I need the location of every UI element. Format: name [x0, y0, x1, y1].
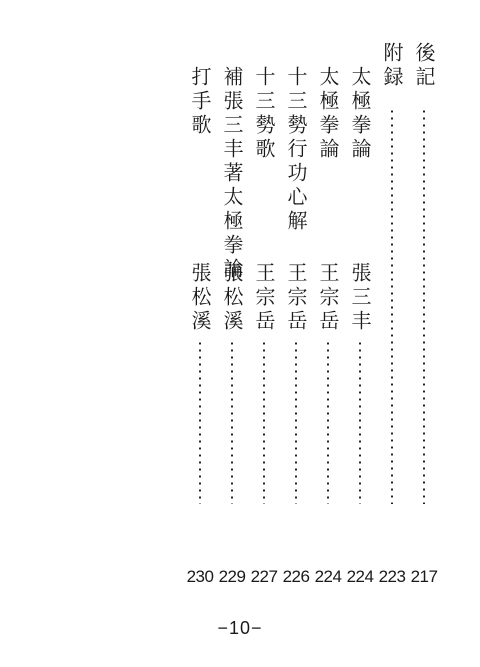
toc-entry-pushing-hands-song [184, 0, 216, 600]
toc-entry-author: 王宗岳 [252, 262, 276, 334]
toc-entry-page: 227 [250, 567, 278, 586]
toc-entry-page: 229 [218, 567, 246, 586]
leader-dots [231, 340, 233, 504]
toc-entry-title: 太極拳論 [348, 66, 372, 162]
leader-dots [263, 340, 265, 504]
toc-entry-page: 230 [186, 567, 214, 586]
toc-entry-supplement-treatise [216, 0, 248, 600]
page-number: −10− [217, 618, 263, 638]
toc-entry-page: 224 [314, 567, 342, 586]
leader-dots [295, 340, 297, 504]
leader-dots [391, 108, 393, 504]
toc-entry-title: 太極拳論 [316, 66, 340, 162]
toc-entry-page: 224 [346, 567, 374, 586]
toc-entry-title: 補張三丰著太極拳論 [220, 66, 244, 282]
toc-entry-title: 打手歌 [188, 66, 212, 138]
leader-dots [423, 108, 425, 504]
leader-dots [359, 340, 361, 504]
toc-entry-wang-zongyue-treatise [312, 0, 344, 600]
toc-entry-author: 王宗岳 [284, 262, 308, 334]
toc-entry-title: 十三勢歌 [252, 66, 276, 162]
toc-entry-page: 226 [282, 567, 310, 586]
toc-entry-author: 張松溪 [220, 262, 244, 334]
toc-entry-author: 王宗岳 [316, 262, 340, 334]
toc-entry-page: 217 [410, 567, 438, 586]
leader-dots [199, 340, 201, 504]
toc-entry-afterword [408, 0, 440, 600]
toc-entry-title: 附録 [380, 42, 404, 90]
toc-entry-appendix [376, 0, 408, 600]
toc-entry-page: 223 [378, 567, 406, 586]
toc-entry-title: 十三勢行功心解 [284, 66, 308, 234]
toc-entry-title: 後記 [412, 42, 436, 90]
leader-dots [327, 340, 329, 504]
toc-entry-author: 張松溪 [188, 262, 212, 334]
toc-entry-thirteen-postures-mental [280, 0, 312, 600]
toc-entry-author: 張三丰 [348, 262, 372, 334]
toc-entry-thirteen-postures-song [248, 0, 280, 600]
toc-entry-zhang-sanfeng-treatise [344, 0, 376, 600]
